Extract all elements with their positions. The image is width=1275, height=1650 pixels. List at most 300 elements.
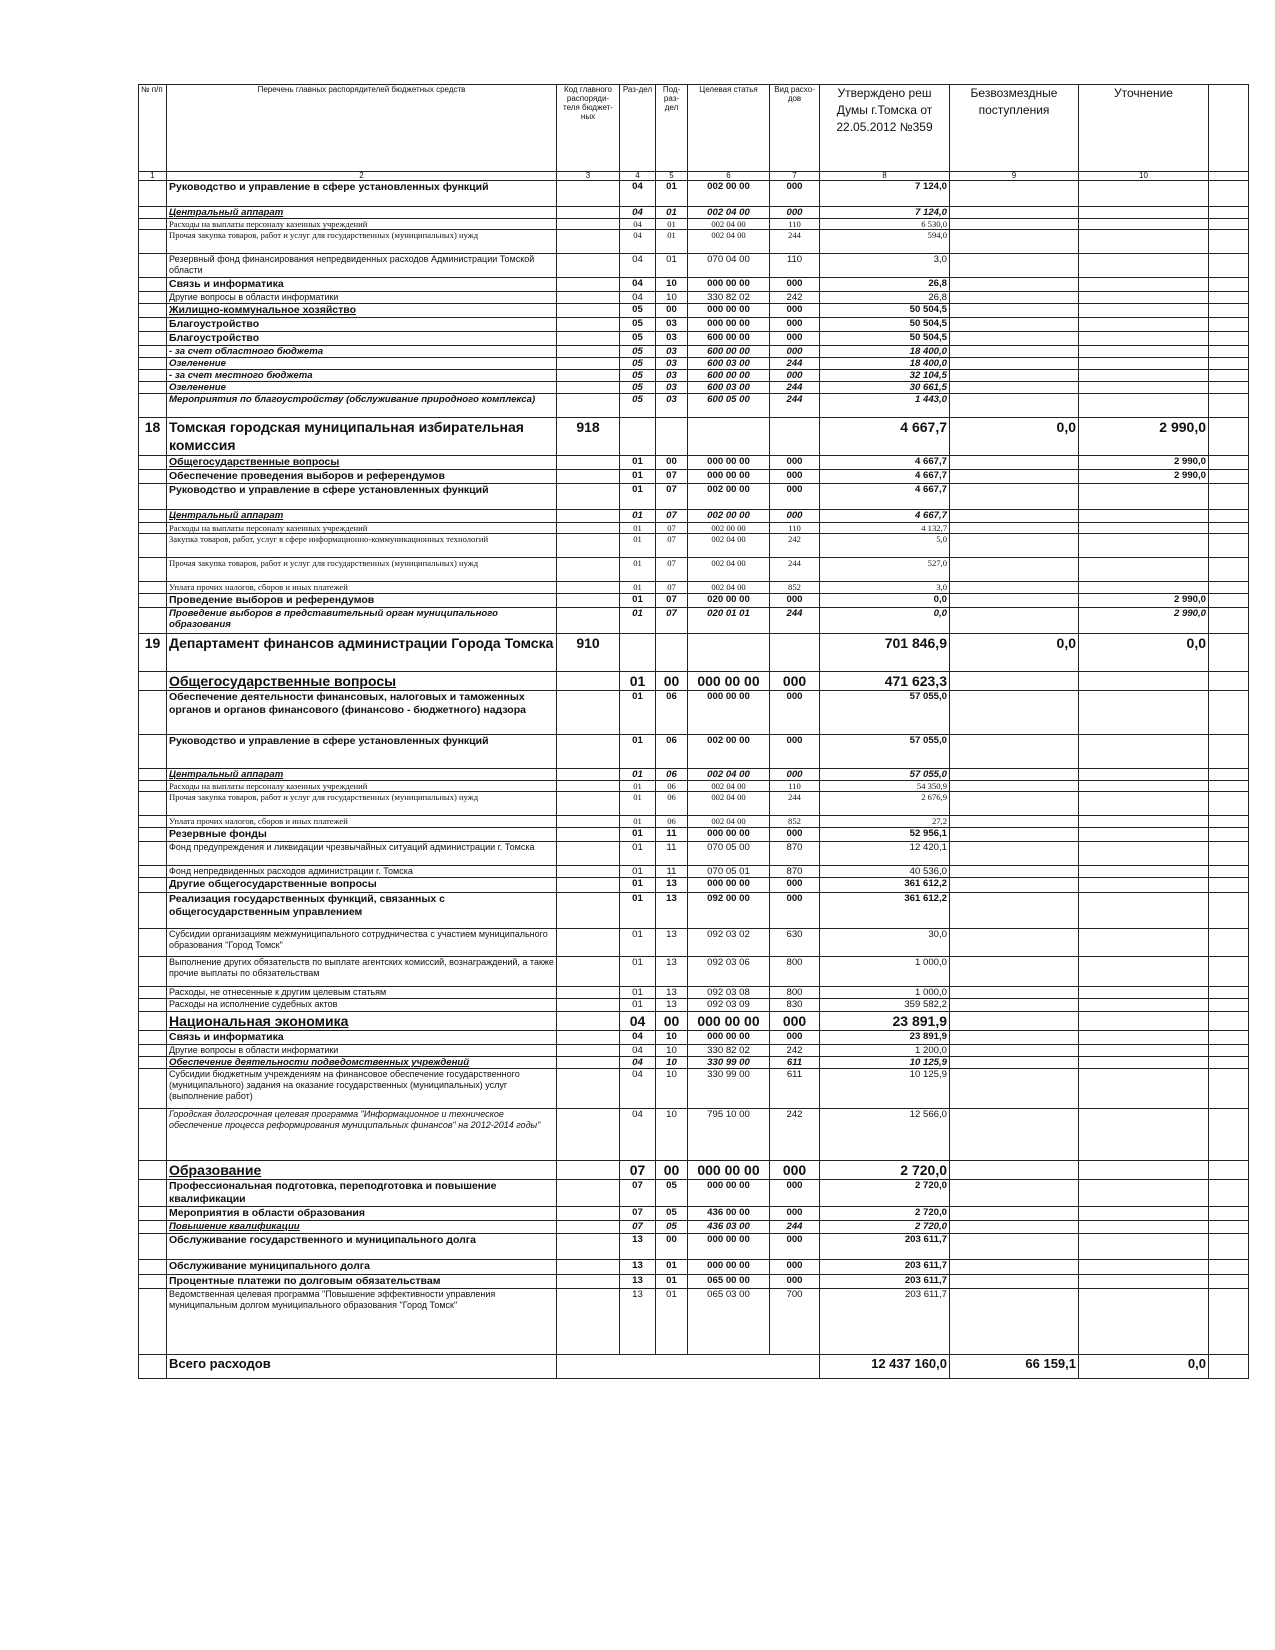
row-approved: 2 720,0 — [820, 1207, 950, 1221]
row-number — [139, 781, 167, 792]
row-expense-type: 000 — [770, 672, 820, 691]
row-refinement — [1079, 332, 1209, 346]
row-section: 01 — [620, 781, 656, 792]
row-expense-type: 870 — [770, 842, 820, 866]
table-row — [139, 594, 1249, 608]
row-target-article: 002 04 00 — [688, 781, 770, 792]
row-subsection: 10 — [656, 1109, 688, 1161]
row-name: Общегосударственные вопросы — [167, 456, 557, 470]
row-extra — [1209, 456, 1249, 470]
row-section: 01 — [620, 893, 656, 929]
row-code — [557, 735, 620, 769]
table-row — [139, 1045, 1249, 1057]
row-target-article — [688, 418, 770, 456]
row-free-receipts — [950, 1207, 1079, 1221]
row-number — [139, 582, 167, 594]
row-number — [139, 1180, 167, 1207]
row-target-article: 000 00 00 — [688, 1161, 770, 1180]
row-expense-type — [770, 634, 820, 672]
row-approved: 30,0 — [820, 929, 950, 957]
row-approved: 0,0 — [820, 594, 950, 608]
row-refinement — [1079, 672, 1209, 691]
row-number — [139, 1260, 167, 1275]
table-row — [139, 1069, 1249, 1109]
row-free-receipts — [950, 1012, 1079, 1031]
row-code — [557, 534, 620, 558]
row-expense-type: 000 — [770, 878, 820, 893]
row-section: 01 — [620, 534, 656, 558]
row-name: Выполнение других обязательств по выплате агентских комиссий, вознаграждений, а также прочие выплаты по обязательствам — [167, 957, 557, 987]
row-name: Расходы на исполнение судебных актов — [167, 999, 557, 1012]
row-number — [139, 510, 167, 523]
row-target-article: 000 00 00 — [688, 828, 770, 842]
row-approved: 30 661,5 — [820, 382, 950, 394]
row-target-article: 000 00 00 — [688, 1234, 770, 1260]
total-row — [139, 1355, 1249, 1379]
row-extra — [1209, 346, 1249, 358]
row-target-article: 600 00 00 — [688, 332, 770, 346]
row-expense-type: 000 — [770, 1161, 820, 1180]
row-subsection: 10 — [656, 278, 688, 292]
row-code — [557, 470, 620, 484]
row-name: Прочая закупка товаров, работ и услуг для государственных (муниципальных) нужд — [167, 558, 557, 582]
row-code — [557, 816, 620, 828]
row-target-article: 600 00 00 — [688, 370, 770, 382]
row-target-article: 600 03 00 — [688, 358, 770, 370]
row-expense-type: 242 — [770, 534, 820, 558]
row-target-article: 002 04 00 — [688, 219, 770, 230]
row-approved: 203 611,7 — [820, 1289, 950, 1355]
row-number — [139, 370, 167, 382]
row-name: Уплата прочих налогов, сборов и иных платежей — [167, 816, 557, 828]
row-refinement — [1079, 893, 1209, 929]
row-approved: 4 667,7 — [820, 470, 950, 484]
row-number — [139, 219, 167, 230]
row-number — [139, 1031, 167, 1045]
row-extra — [1209, 470, 1249, 484]
row-refinement — [1079, 999, 1209, 1012]
row-approved: 471 623,3 — [820, 672, 950, 691]
row-name: - за счет областного бюджета — [167, 346, 557, 358]
row-expense-type: 000 — [770, 332, 820, 346]
row-approved: 7 124,0 — [820, 181, 950, 207]
row-free-receipts — [950, 318, 1079, 332]
row-free-receipts — [950, 1069, 1079, 1109]
row-approved: 203 611,7 — [820, 1234, 950, 1260]
row-number — [139, 1275, 167, 1289]
row-approved: 26,8 — [820, 278, 950, 292]
total-number — [139, 1355, 167, 1379]
column-number: 6 — [688, 172, 770, 181]
row-expense-type: 242 — [770, 1045, 820, 1057]
row-refinement — [1079, 394, 1209, 418]
row-number — [139, 1161, 167, 1180]
row-number — [139, 346, 167, 358]
row-refinement — [1079, 181, 1209, 207]
row-extra — [1209, 394, 1249, 418]
row-section — [620, 418, 656, 456]
row-target-article: 330 99 00 — [688, 1069, 770, 1109]
table-row — [139, 394, 1249, 418]
row-refinement — [1079, 816, 1209, 828]
row-number: 19 — [139, 634, 167, 672]
row-section: 13 — [620, 1289, 656, 1355]
total-free-receipts: 66 159,1 — [950, 1355, 1079, 1379]
table-row — [139, 1161, 1249, 1180]
row-refinement — [1079, 318, 1209, 332]
row-free-receipts — [950, 866, 1079, 878]
row-extra — [1209, 318, 1249, 332]
row-code — [557, 1207, 620, 1221]
row-name: Обслуживание муниципального долга — [167, 1260, 557, 1275]
row-name: - за счет местного бюджета — [167, 370, 557, 382]
header-extra — [1209, 85, 1249, 172]
row-extra — [1209, 207, 1249, 219]
row-name: Уплата прочих налогов, сборов и иных платежей — [167, 582, 557, 594]
row-section: 04 — [620, 207, 656, 219]
table-row — [139, 929, 1249, 957]
row-approved: 1 000,0 — [820, 957, 950, 987]
row-extra — [1209, 866, 1249, 878]
row-free-receipts — [950, 292, 1079, 304]
row-subsection: 07 — [656, 582, 688, 594]
row-refinement — [1079, 1161, 1209, 1180]
row-code — [557, 792, 620, 816]
row-name: Озеленение — [167, 382, 557, 394]
row-target-article: 436 03 00 — [688, 1221, 770, 1234]
row-section: 01 — [620, 957, 656, 987]
row-extra — [1209, 1045, 1249, 1057]
table-row — [139, 1180, 1249, 1207]
row-code — [557, 558, 620, 582]
table-row — [139, 608, 1249, 634]
row-number — [139, 816, 167, 828]
table-row — [139, 893, 1249, 929]
row-name: Жилищно-коммунальное хозяйство — [167, 304, 557, 318]
row-expense-type: 000 — [770, 1260, 820, 1275]
row-expense-type: 800 — [770, 957, 820, 987]
total-label: Всего расходов — [167, 1355, 557, 1379]
row-refinement — [1079, 957, 1209, 987]
row-name: Мероприятия по благоустройству (обслуживание природного комплекса) — [167, 394, 557, 418]
table-row — [139, 370, 1249, 382]
row-refinement — [1079, 1221, 1209, 1234]
row-number — [139, 534, 167, 558]
row-approved: 23 891,9 — [820, 1012, 950, 1031]
table-row — [139, 816, 1249, 828]
table-row — [139, 534, 1249, 558]
row-extra — [1209, 534, 1249, 558]
row-code — [557, 1221, 620, 1234]
row-name: Благоустройство — [167, 332, 557, 346]
row-code — [557, 207, 620, 219]
row-section — [620, 634, 656, 672]
row-free-receipts — [950, 346, 1079, 358]
row-name: Томская городская муниципальная избирательная комиссия — [167, 418, 557, 456]
table-row — [139, 558, 1249, 582]
row-refinement — [1079, 792, 1209, 816]
row-free-receipts — [950, 219, 1079, 230]
table-row — [139, 781, 1249, 792]
row-subsection: 01 — [656, 207, 688, 219]
table-row — [139, 470, 1249, 484]
row-code: 910 — [557, 634, 620, 672]
row-name: Резервный фонд финансирования непредвиденных расходов Администрации Томской области — [167, 254, 557, 278]
row-refinement — [1079, 735, 1209, 769]
row-free-receipts: 0,0 — [950, 418, 1079, 456]
row-approved: 594,0 — [820, 230, 950, 254]
row-code — [557, 394, 620, 418]
row-name: Обеспечение проведения выборов и референдумов — [167, 470, 557, 484]
table-row — [139, 181, 1249, 207]
row-subsection: 07 — [656, 510, 688, 523]
row-free-receipts — [950, 1260, 1079, 1275]
row-expense-type: 000 — [770, 1275, 820, 1289]
row-approved: 50 504,5 — [820, 304, 950, 318]
row-approved: 0,0 — [820, 608, 950, 634]
row-name: Национальная экономика — [167, 1012, 557, 1031]
row-number — [139, 1207, 167, 1221]
row-free-receipts — [950, 230, 1079, 254]
row-free-receipts — [950, 1234, 1079, 1260]
column-number: 9 — [950, 172, 1079, 181]
row-target-article: 600 03 00 — [688, 382, 770, 394]
row-extra — [1209, 370, 1249, 382]
row-subsection: 07 — [656, 594, 688, 608]
row-number — [139, 207, 167, 219]
row-subsection: 00 — [656, 456, 688, 470]
row-section: 04 — [620, 1057, 656, 1069]
table-row — [139, 735, 1249, 769]
row-refinement — [1079, 828, 1209, 842]
table-row — [139, 828, 1249, 842]
row-approved: 361 612,2 — [820, 893, 950, 929]
row-free-receipts — [950, 582, 1079, 594]
table-row — [139, 318, 1249, 332]
row-name: Процентные платежи по долговым обязательствам — [167, 1275, 557, 1289]
row-expense-type: 000 — [770, 893, 820, 929]
row-approved: 359 582,2 — [820, 999, 950, 1012]
table-row — [139, 1057, 1249, 1069]
row-expense-type: 000 — [770, 304, 820, 318]
row-free-receipts — [950, 842, 1079, 866]
row-subsection: 06 — [656, 792, 688, 816]
row-target-article: 330 82 02 — [688, 1045, 770, 1057]
row-subsection: 11 — [656, 866, 688, 878]
row-subsection: 01 — [656, 1289, 688, 1355]
row-name: Другие общегосударственные вопросы — [167, 878, 557, 893]
row-number — [139, 181, 167, 207]
row-free-receipts — [950, 304, 1079, 318]
row-free-receipts — [950, 893, 1079, 929]
row-section: 05 — [620, 346, 656, 358]
table-row — [139, 878, 1249, 893]
row-expense-type: 000 — [770, 828, 820, 842]
row-target-article: 020 01 01 — [688, 608, 770, 634]
row-free-receipts — [950, 370, 1079, 382]
row-extra — [1209, 608, 1249, 634]
row-name: Субсидии организациям межмуниципального сотрудничества с участием муниципального образования "Город Томск" — [167, 929, 557, 957]
row-section: 04 — [620, 292, 656, 304]
header-subsection: Под-раз-дел — [656, 85, 688, 172]
column-number: 10 — [1079, 172, 1209, 181]
row-number — [139, 691, 167, 735]
row-refinement — [1079, 304, 1209, 318]
row-subsection: 03 — [656, 382, 688, 394]
row-refinement — [1079, 929, 1209, 957]
row-free-receipts — [950, 1045, 1079, 1057]
row-name: Прочая закупка товаров, работ и услуг для государственных (муниципальных) нужд — [167, 230, 557, 254]
row-number — [139, 769, 167, 781]
row-subsection: 06 — [656, 691, 688, 735]
row-section: 04 — [620, 181, 656, 207]
row-approved: 57 055,0 — [820, 691, 950, 735]
row-subsection: 00 — [656, 672, 688, 691]
column-number: 4 — [620, 172, 656, 181]
row-number — [139, 304, 167, 318]
row-refinement — [1079, 1289, 1209, 1355]
row-refinement: 2 990,0 — [1079, 418, 1209, 456]
row-expense-type: 244 — [770, 608, 820, 634]
row-name: Руководство и управление в сфере установленных функций — [167, 484, 557, 510]
row-extra — [1209, 842, 1249, 866]
row-name: Благоустройство — [167, 318, 557, 332]
row-name: Резервные фонды — [167, 828, 557, 842]
row-refinement — [1079, 769, 1209, 781]
row-section: 05 — [620, 304, 656, 318]
row-section: 01 — [620, 735, 656, 769]
row-number — [139, 929, 167, 957]
row-expense-type: 630 — [770, 929, 820, 957]
row-code — [557, 456, 620, 470]
table-row — [139, 634, 1249, 672]
table-row — [139, 792, 1249, 816]
row-number — [139, 1069, 167, 1109]
row-free-receipts — [950, 594, 1079, 608]
row-approved: 12 566,0 — [820, 1109, 950, 1161]
row-target-article: 600 05 00 — [688, 394, 770, 418]
row-free-receipts — [950, 394, 1079, 418]
row-refinement — [1079, 1057, 1209, 1069]
row-number — [139, 484, 167, 510]
row-free-receipts — [950, 987, 1079, 999]
row-approved: 23 891,9 — [820, 1031, 950, 1045]
row-subsection: 03 — [656, 370, 688, 382]
row-subsection: 13 — [656, 999, 688, 1012]
row-free-receipts — [950, 207, 1079, 219]
row-approved: 18 400,0 — [820, 358, 950, 370]
row-code — [557, 608, 620, 634]
row-refinement — [1079, 842, 1209, 866]
row-refinement — [1079, 219, 1209, 230]
row-extra — [1209, 1031, 1249, 1045]
row-approved: 2 720,0 — [820, 1180, 950, 1207]
row-expense-type: 000 — [770, 181, 820, 207]
row-name: Проведение выборов в представительный орган муниципального образования — [167, 608, 557, 634]
row-extra — [1209, 1260, 1249, 1275]
row-extra — [1209, 278, 1249, 292]
row-expense-type: 000 — [770, 207, 820, 219]
row-subsection: 07 — [656, 523, 688, 534]
row-extra — [1209, 735, 1249, 769]
row-refinement — [1079, 382, 1209, 394]
row-number — [139, 1221, 167, 1234]
row-expense-type: 852 — [770, 816, 820, 828]
row-number — [139, 594, 167, 608]
row-extra — [1209, 1012, 1249, 1031]
row-name: Расходы, не отнесенные к другим целевым статьям — [167, 987, 557, 999]
table-row — [139, 207, 1249, 219]
row-target-article: 002 04 00 — [688, 582, 770, 594]
row-number — [139, 987, 167, 999]
header-code: Код главного распоряди-теля бюджет-ных — [557, 85, 620, 172]
row-free-receipts — [950, 382, 1079, 394]
row-number — [139, 1045, 167, 1057]
row-name: Центральный аппарат — [167, 207, 557, 219]
row-extra — [1209, 878, 1249, 893]
row-extra — [1209, 1221, 1249, 1234]
row-section: 04 — [620, 1109, 656, 1161]
row-section: 05 — [620, 358, 656, 370]
row-expense-type: 611 — [770, 1057, 820, 1069]
row-target-article: 092 00 00 — [688, 893, 770, 929]
row-extra — [1209, 594, 1249, 608]
row-target-article: 002 00 00 — [688, 523, 770, 534]
row-approved: 10 125,9 — [820, 1057, 950, 1069]
row-target-article: 070 04 00 — [688, 254, 770, 278]
row-code — [557, 332, 620, 346]
row-subsection: 10 — [656, 292, 688, 304]
row-extra — [1209, 816, 1249, 828]
row-code — [557, 1109, 620, 1161]
row-extra — [1209, 230, 1249, 254]
row-name: Другие вопросы в области информатики — [167, 292, 557, 304]
row-section: 01 — [620, 999, 656, 1012]
row-approved: 6 530,0 — [820, 219, 950, 230]
row-target-article: 000 00 00 — [688, 878, 770, 893]
row-section: 01 — [620, 842, 656, 866]
row-code — [557, 987, 620, 999]
row-target-article: 000 00 00 — [688, 1012, 770, 1031]
row-expense-type: 244 — [770, 358, 820, 370]
row-free-receipts — [950, 254, 1079, 278]
row-subsection: 00 — [656, 1234, 688, 1260]
row-target-article: 000 00 00 — [688, 304, 770, 318]
row-target-article: 002 04 00 — [688, 207, 770, 219]
table-row — [139, 987, 1249, 999]
total-approved: 12 437 160,0 — [820, 1355, 950, 1379]
row-refinement — [1079, 1180, 1209, 1207]
row-number — [139, 332, 167, 346]
row-section: 01 — [620, 866, 656, 878]
row-subsection: 01 — [656, 219, 688, 230]
row-refinement — [1079, 1260, 1209, 1275]
row-approved: 2 676,9 — [820, 792, 950, 816]
row-subsection: 00 — [656, 304, 688, 318]
row-subsection: 03 — [656, 358, 688, 370]
row-code — [557, 230, 620, 254]
header-section: Раз-дел — [620, 85, 656, 172]
row-target-article: 002 04 00 — [688, 792, 770, 816]
table-row — [139, 456, 1249, 470]
row-refinement: 2 990,0 — [1079, 456, 1209, 470]
row-code — [557, 1031, 620, 1045]
table-row — [139, 1207, 1249, 1221]
row-section: 01 — [620, 672, 656, 691]
row-expense-type: 000 — [770, 318, 820, 332]
row-target-article: 092 03 02 — [688, 929, 770, 957]
row-code — [557, 278, 620, 292]
